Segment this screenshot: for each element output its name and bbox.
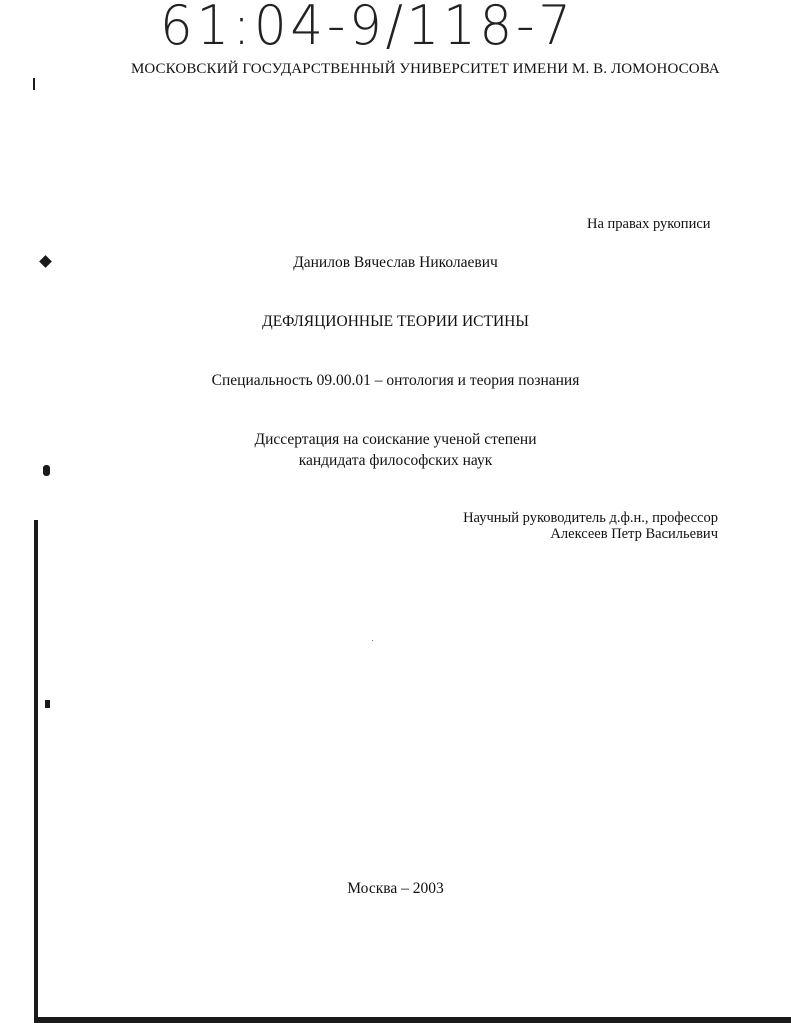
scan-artifact-mark <box>33 78 35 90</box>
advisor-line-1: Научный руководитель д.ф.н., профессор <box>463 510 718 526</box>
author-name: Данилов Вячеслав Николаевич <box>293 254 498 271</box>
speciality-line: Специальность 09.00.01 – онтология и теория познания <box>211 372 580 389</box>
scan-binding-bar <box>34 520 38 1023</box>
university-name: МОСКОВСКИЙ ГОСУДАРСТВЕННЫЙ УНИВЕРСИТЕТ ИМЕНИ М. В. ЛОМОНОСОВА <box>131 61 720 77</box>
handwritten-catalogue-number: 61:04-9/118-7 <box>160 0 575 57</box>
rights-note: На правах рукописи <box>587 216 711 232</box>
advisor-line-2: Алексеев Петр Васильевич <box>550 526 718 542</box>
dissertation-title: ДЕФЛЯЦИОННЫЕ ТЕОРИИ ИСТИНЫ <box>262 313 529 330</box>
dissertation-degree-line-2: кандидата философских наук <box>298 452 493 469</box>
city-year: Москва – 2003 <box>347 880 444 897</box>
scan-artifact-mark <box>43 465 50 476</box>
scan-artifact-mark <box>45 700 50 708</box>
dissertation-degree-line-1: Диссертация на соискание ученой степени <box>254 431 537 448</box>
scan-bottom-edge <box>34 1017 791 1023</box>
scan-artifact-dot <box>372 640 373 641</box>
